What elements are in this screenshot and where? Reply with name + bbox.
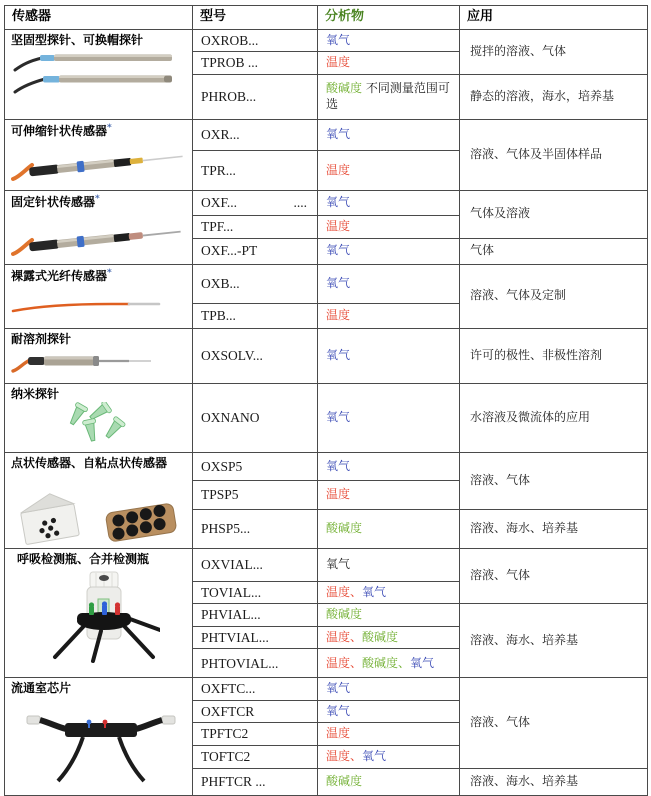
sensors-table (4, 5, 648, 796)
model-cell: OXFTCR (193, 700, 318, 723)
analyte-cell (318, 453, 460, 481)
model-cell: PHROB... (193, 74, 318, 119)
model-cell: TOFTC2 (193, 746, 318, 769)
model-cell: PHTVIAL... (193, 626, 318, 649)
analyte-cell (318, 768, 460, 795)
sensor-cell-spot-sensors (5, 453, 193, 549)
model-cell: OXSP5 (193, 453, 318, 481)
analyte-token: 酸碱度 (362, 629, 399, 644)
section-title: 坚固型探针、可换帽探针 (11, 32, 144, 47)
model-cell: OXROB... (193, 29, 318, 52)
analyte-token: 氧气 (326, 410, 351, 425)
analyte-cell (318, 264, 460, 303)
analyte-token: 氧气 (326, 703, 351, 718)
sensor-cell-bare-fiber (5, 264, 193, 328)
analyte-cell (318, 510, 460, 548)
analyte-token: 氧气 (326, 347, 351, 362)
respiration-vials-image (17, 569, 190, 663)
analyte-cell (318, 328, 460, 383)
column-header-model: 型号 (193, 6, 318, 30)
analyte-token: 氧气 (326, 458, 351, 473)
analyte-token: 温度、 (326, 655, 363, 670)
flow-through-cell-image (11, 703, 190, 783)
table-row (5, 383, 648, 453)
analyte-token: 温度、 (326, 629, 363, 644)
application-cell: 水溶液及微流体的应用 (460, 383, 648, 453)
analyte-token: 温度、 (326, 748, 363, 763)
analyte-cell (318, 119, 460, 150)
analyte-cell (318, 238, 460, 264)
model-cell: OXFTC... (193, 678, 318, 701)
analyte-cell (318, 190, 460, 215)
analyte-cell (318, 700, 460, 723)
application-cell: 气体及溶液 (460, 190, 648, 238)
model-text: OXF... (201, 195, 238, 211)
model-cell: TPR... (193, 150, 318, 190)
sensor-cell-rugged-probes (5, 29, 193, 119)
analyte-token: 氧气 (362, 584, 387, 599)
analyte-token: 酸碱度、 (362, 655, 411, 670)
analyte-cell (318, 383, 460, 453)
model-cell: PHFTCR ... (193, 768, 318, 795)
application-cell: 静态的溶液，海水，培养基 (460, 74, 648, 119)
analyte-token: 酸碱度 (326, 773, 363, 788)
analyte-token: 温度 (326, 218, 351, 233)
sensor-cell-respiration-vials (5, 548, 193, 678)
model-cell: TPF... (193, 215, 318, 238)
table-header-row (5, 6, 648, 30)
table-row (5, 29, 648, 52)
analyte-cell (318, 303, 460, 328)
analyte-cell (318, 150, 460, 190)
section-title: 呼吸检测瓶、合并检测瓶 (17, 551, 150, 566)
model-cell: OXSOLV... (193, 328, 318, 383)
analyte-token: 酸碱度 (326, 607, 363, 622)
analyte-cell (318, 723, 460, 746)
analyte-token: 氧气 (326, 195, 351, 210)
section-title: 流通室芯片 (11, 681, 72, 696)
section-title-text: 固定针状传感器 (11, 194, 96, 209)
analyte-token: 氧气 (362, 748, 387, 763)
model-cell: TPFTC2 (193, 723, 318, 746)
section-title (11, 123, 190, 140)
footnote-mark: * (107, 122, 112, 133)
table-row (5, 264, 648, 303)
section-title: 纳米探针 (11, 386, 60, 401)
sensor-cell-fixed-needle (5, 190, 193, 264)
fixed-needle-sensor-image (11, 223, 190, 259)
analyte-cell (318, 746, 460, 769)
rugged-probes-image (11, 48, 190, 98)
sensor-cell-retractable-needle (5, 119, 193, 190)
analyte-token: 氧气 (326, 127, 351, 142)
analyte-cell (318, 29, 460, 52)
application-cell: 溶液、气体及半固体样品 (460, 119, 648, 190)
analyte-cell (318, 678, 460, 701)
application-cell: 溶液、气体 (460, 548, 648, 604)
analyte-cell (318, 581, 460, 604)
analyte-token: 氧气 (326, 32, 351, 47)
retractable-needle-sensor-image (11, 148, 190, 184)
table-row (5, 190, 648, 215)
model-extra-dots: .... (293, 195, 307, 211)
model-cell: PHTOVIAL... (193, 649, 318, 678)
analyte-token: 温度、 (326, 584, 363, 599)
analyte-token: 温度 (326, 307, 351, 322)
analyte-token: 酸碱度 (326, 81, 363, 96)
table-row (5, 678, 648, 701)
model-cell: TPROB ... (193, 52, 318, 75)
analyte-token: 温度 (326, 726, 351, 741)
model-cell: TOVIAL... (193, 581, 318, 604)
analyte-token: 温度 (326, 162, 351, 177)
analyte-cell (318, 52, 460, 75)
sensor-cell-flow-through-cell (5, 678, 193, 795)
section-title (11, 194, 190, 211)
analyte-token: 氧气 (410, 655, 435, 670)
spot-sensors-image (11, 488, 190, 546)
analyte-token: 不同测量范围可选 (326, 81, 450, 111)
column-header-sensor: 传感器 (5, 6, 193, 30)
analyte-token: 温度 (326, 487, 351, 502)
model-cell: OXNANO (193, 383, 318, 453)
column-header-application: 应用 (460, 6, 648, 30)
analyte-cell (318, 548, 460, 581)
sensor-cell-solvent-resistant (5, 328, 193, 383)
model-cell (193, 190, 318, 215)
footnote-mark: * (107, 267, 112, 278)
column-header-analyte: 分析物 (318, 6, 460, 30)
application-cell: 气体 (460, 238, 648, 264)
section-title: 耐溶剂探针 (11, 331, 72, 346)
model-cell: TPB... (193, 303, 318, 328)
section-title-text: 裸露式光纤传感器 (11, 268, 108, 283)
model-cell: TPSP5 (193, 481, 318, 510)
analyte-cell (318, 604, 460, 627)
analyte-token: 酸碱度 (326, 521, 363, 536)
analyte-cell (318, 626, 460, 649)
bare-fiber-sensor-image (11, 300, 190, 314)
model-cell: PHVIAL... (193, 604, 318, 627)
model-cell: OXVIAL... (193, 548, 318, 581)
model-cell: PHSP5... (193, 510, 318, 548)
analyte-cell (318, 481, 460, 510)
table-row (5, 548, 648, 581)
sensor-cell-nano-probes (5, 383, 193, 453)
model-cell: OXB... (193, 264, 318, 303)
analyte-token: 氧气 (326, 275, 351, 290)
section-title (11, 268, 190, 285)
application-cell: 许可的极性、非极性溶剂 (460, 328, 648, 383)
section-title-text: 可伸缩针状传感器 (11, 123, 108, 138)
nano-probes-image (11, 402, 190, 450)
analyte-token: 氧气 (326, 243, 351, 258)
table-row (5, 328, 648, 383)
application-cell: 溶液、气体及定制 (460, 264, 648, 328)
analyte-token: 氧气 (326, 681, 351, 696)
analyte-cell (318, 74, 460, 119)
analyte-cell (318, 215, 460, 238)
solvent-resistant-probe-image (11, 350, 190, 374)
analyte-token: 氧气 (326, 556, 351, 571)
section-title: 点状传感器、自粘点状传感器 (11, 456, 168, 471)
analyte-token: 温度 (326, 55, 351, 70)
application-cell: 溶液、海水、培养基 (460, 604, 648, 678)
model-cell: OXR... (193, 119, 318, 150)
application-cell: 溶液、气体 (460, 678, 648, 768)
application-cell: 溶液、海水、培养基 (460, 768, 648, 795)
analyte-cell (318, 649, 460, 678)
table-row (5, 453, 648, 481)
footnote-mark: * (95, 193, 100, 204)
model-cell: OXF...-PT (193, 238, 318, 264)
table-row (5, 119, 648, 150)
application-cell: 搅拌的溶液、气体 (460, 29, 648, 74)
application-cell: 溶液、气体 (460, 453, 648, 510)
application-cell: 溶液、海水、培养基 (460, 510, 648, 548)
